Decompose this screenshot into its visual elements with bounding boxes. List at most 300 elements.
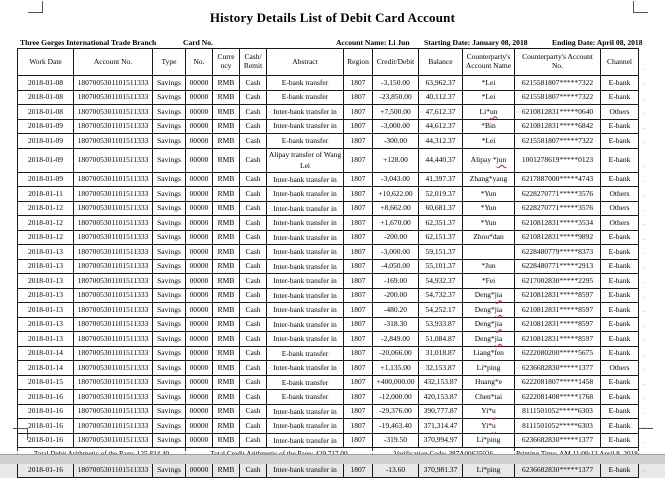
cp-name-text: Zhou*dan (473, 232, 504, 242)
cell-abstract: Inter-bank transfer in (267, 187, 344, 202)
cell-channel: E-bank (601, 134, 639, 149)
cell-currency: RMB (213, 346, 240, 361)
paragraph-mark: · (642, 81, 645, 89)
cell-cp-account-no: 6210812831*****3534 (515, 216, 601, 231)
cell-credit-debit: -19,463.40 (373, 419, 419, 434)
cell-channel: E-bank (601, 76, 639, 91)
cell-account-no: 1807005301101511333 (74, 134, 153, 149)
cell-region: 1807 (344, 433, 373, 448)
paragraph-mark: · (642, 163, 645, 171)
cell-no: 00000 (186, 245, 213, 260)
cell-region: 1807 (344, 375, 373, 390)
table-row (18, 346, 639, 361)
paragraph-mark: · (642, 279, 645, 287)
cell-cp-account-no: 6215581807*****7322 (515, 134, 601, 149)
cell-no: 00000 (186, 134, 213, 149)
cell-work-date: 2018-01-12 (18, 216, 74, 231)
cell-region: 1807 (344, 216, 373, 231)
cell-type: Savings (153, 404, 186, 419)
cell-type: Savings (153, 172, 186, 187)
cp-name-text: Alipay * (470, 155, 497, 164)
cell-cp-account-name (463, 317, 515, 332)
paragraph-mark: · (642, 178, 645, 186)
row-marks (642, 0, 652, 476)
cell-type: Savings (153, 105, 186, 120)
paragraph-mark: · (642, 439, 645, 447)
cell-credit-debit: -300.00 (373, 134, 419, 149)
table-header (18, 49, 639, 76)
cell-currency: RMB (213, 134, 240, 149)
spellcheck-marked-text: un (489, 106, 498, 116)
cell-type: Savings (153, 346, 186, 361)
cell-cp-account-name (463, 105, 515, 120)
cell-cp-account-name (463, 230, 515, 245)
cell-credit-debit: +128.00 (373, 148, 419, 172)
cell-channel: E-bank (601, 90, 639, 105)
cell-no: 00000 (186, 288, 213, 303)
cell-cp-account-no: 6210812831*****0640 (515, 105, 601, 120)
cell-balance: 44,440.37 (419, 148, 463, 172)
cell-region: 1807 (344, 361, 373, 376)
cell-abstract: E-bank transfer (267, 375, 344, 390)
table-row (18, 119, 639, 134)
cell-currency: RMB (213, 375, 240, 390)
cell-currency: RMB (213, 404, 240, 419)
cell-cp-account-name (463, 245, 515, 260)
cell-cp-account-name (463, 288, 515, 303)
cell-cp-account-name (463, 172, 515, 187)
cell-type: Savings (153, 230, 186, 245)
cell-account-no: 1807005301101511333 (74, 201, 153, 216)
cell-channel: Others (601, 187, 639, 202)
cell-cp-account-name (463, 119, 515, 134)
cell-work-date: 2018-01-08 (18, 105, 74, 120)
cell-region: 1807 (344, 332, 373, 347)
spellcheck-marked-text: jia (494, 333, 503, 343)
paragraph-mark: · (642, 294, 645, 302)
cell-region: 1807 (344, 303, 373, 318)
cell-channel: E-bank (601, 404, 639, 419)
cell-cash-remit: Cash (240, 105, 267, 120)
cell-balance: 54,252.17 (419, 303, 463, 318)
cell-balance: 44,612.37 (419, 119, 463, 134)
cell-abstract: Inter-bank transfer in (267, 245, 344, 260)
cell-credit-debit: -2,849.00 (373, 332, 419, 347)
cell-no: 00000 (186, 274, 213, 289)
cell-credit-debit: -318.30 (373, 317, 419, 332)
col-header-balance: Balance (419, 49, 463, 76)
cell-cash-remit: Cash (240, 90, 267, 105)
paragraph-mark: · (642, 139, 645, 147)
cell-balance: 370,981.37 (419, 463, 463, 478)
cell-cp-account-no: 6236682830*****1377 (515, 433, 601, 448)
cell-channel: E-bank (601, 303, 639, 318)
starting-date: Starting Date: January 08, 2018 (424, 38, 528, 47)
ending-date: Ending Date: April 08, 2018 (552, 38, 643, 47)
cell-abstract: Inter-bank transfer in (267, 201, 344, 216)
cell-work-date: 2018-01-13 (18, 303, 74, 318)
cell-cash-remit: Cash (240, 201, 267, 216)
cell-no: 00000 (186, 187, 213, 202)
cell-balance: 32,153.87 (419, 361, 463, 376)
cell-abstract: Alipay transfer of Wang Lei (267, 148, 344, 172)
cell-cp-account-name (463, 375, 515, 390)
cell-balance: 370,994.97 (419, 433, 463, 448)
paragraph-mark: · (642, 250, 645, 258)
cell-account-no: 1807005301101511333 (74, 303, 153, 318)
cell-no: 00000 (186, 216, 213, 231)
cell-work-date: 2018-01-13 (18, 245, 74, 260)
cell-cp-account-no: 6228270771*****3576 (515, 201, 601, 216)
cell-abstract: E-bank transfer (267, 390, 344, 405)
cell-account-no: 1807005301101511333 (74, 230, 153, 245)
cell-region: 1807 (344, 245, 373, 260)
cell-channel: E-bank (601, 259, 639, 274)
cell-account-no: 1807005301101511333 (74, 90, 153, 105)
cell-work-date: 2018-01-13 (18, 317, 74, 332)
account-info-bar (0, 38, 665, 48)
cell-balance: 390,777.87 (419, 404, 463, 419)
table-row (18, 76, 639, 91)
cell-balance: 47,612.37 (419, 105, 463, 120)
cell-work-date: 2018-01-08 (18, 76, 74, 91)
cell-account-no: 1807005301101511333 (74, 119, 153, 134)
cp-name-text: Li*ping (476, 464, 501, 474)
cell-cp-account-name (463, 419, 515, 434)
cell-cp-account-name (463, 332, 515, 347)
paragraph-mark: · (642, 352, 645, 360)
cell-credit-debit: -200.00 (373, 230, 419, 245)
cell-no: 00000 (186, 172, 213, 187)
cell-cp-account-no: 8111501052*****6303 (515, 404, 601, 419)
cell-work-date: 2018-01-09 (18, 119, 74, 134)
table-row (18, 332, 639, 347)
cell-region: 1807 (344, 134, 373, 149)
cell-cp-account-no: 6217887000*****4743 (515, 172, 601, 187)
cell-no: 00000 (186, 119, 213, 134)
account-name: Account Name: Li Jun (336, 38, 410, 47)
cell-cash-remit: Cash (240, 288, 267, 303)
paragraph-mark: · (642, 66, 645, 74)
cell-cp-account-name (463, 148, 515, 172)
cell-region: 1807 (344, 390, 373, 405)
paragraph-mark: · (642, 366, 645, 374)
cell-cash-remit: Cash (240, 230, 267, 245)
cell-cash-remit: Cash (240, 404, 267, 419)
cell-no: 00000 (186, 463, 213, 478)
cell-currency: RMB (213, 317, 240, 332)
cell-region: 1807 (344, 404, 373, 419)
cell-account-no: 1807005301101511333 (74, 216, 153, 231)
cell-abstract: Inter-bank transfer in (267, 419, 344, 434)
cell-type: Savings (153, 245, 186, 260)
table-row (18, 201, 639, 216)
cell-type: Savings (153, 390, 186, 405)
cell-cash-remit: Cash (240, 76, 267, 91)
table-row (18, 172, 639, 187)
cell-balance: 54,732.37 (419, 288, 463, 303)
cell-channel: Others (601, 201, 639, 216)
cell-cash-remit: Cash (240, 303, 267, 318)
paragraph-mark: · (642, 125, 645, 133)
branch-name: Three Gorges International Trade Branch (20, 38, 157, 47)
cell-cash-remit: Cash (240, 463, 267, 478)
cell-abstract: Inter-bank transfer in (267, 259, 344, 274)
cell-abstract: Inter-bank transfer in (267, 288, 344, 303)
cell-cp-account-no: 6217002830*****2295 (515, 274, 601, 289)
cell-credit-debit: -4,050.00 (373, 259, 419, 274)
col-header-cp-account-no: Counterparty's Account No. (515, 49, 601, 76)
spellcheck-marked-text: jun (496, 155, 507, 164)
cell-cp-account-name (463, 463, 515, 478)
cp-name-text: Deng* (474, 319, 495, 329)
cell-abstract: Inter-bank transfer in (267, 463, 344, 478)
table-row (18, 361, 639, 376)
cell-work-date: 2018-01-11 (18, 187, 74, 202)
cell-cash-remit: Cash (240, 332, 267, 347)
cell-account-no: 1807005301101511333 (74, 433, 153, 448)
cell-cp-account-name (463, 390, 515, 405)
cell-currency: RMB (213, 259, 240, 274)
cell-cp-account-no: 8111501052*****6303 (515, 419, 601, 434)
cell-no: 00000 (186, 76, 213, 91)
cp-name-text: *Jun (481, 261, 496, 271)
cell-cp-account-name (463, 259, 515, 274)
cell-cp-account-no: 6210812831*****8597 (515, 288, 601, 303)
paragraph-mark: · (642, 110, 645, 118)
cell-account-no: 1807005301101511333 (74, 346, 153, 361)
cell-account-no: 1807005301101511333 (74, 404, 153, 419)
cell-no: 00000 (186, 404, 213, 419)
cell-channel: E-bank (601, 463, 639, 478)
cell-type: Savings (153, 317, 186, 332)
cell-type: Savings (153, 259, 186, 274)
col-header-no: No. (186, 49, 213, 76)
cell-abstract: Inter-bank transfer in (267, 274, 344, 289)
paragraph-mark: · (642, 265, 645, 273)
cell-credit-debit: +10,622.00 (373, 187, 419, 202)
cell-cash-remit: Cash (240, 259, 267, 274)
cell-credit-debit: +1,670.00 (373, 216, 419, 231)
cell-work-date: 2018-01-12 (18, 201, 74, 216)
cell-credit-debit: -480.20 (373, 303, 419, 318)
table-row (18, 303, 639, 318)
cell-balance: 63,962.37 (419, 76, 463, 91)
cell-no: 00000 (186, 375, 213, 390)
paragraph-mark: · (642, 207, 645, 215)
cell-cp-account-no: 6228270771*****3576 (515, 187, 601, 202)
cell-account-no: 1807005301101511333 (74, 317, 153, 332)
cell-type: Savings (153, 419, 186, 434)
cell-work-date: 2018-01-13 (18, 259, 74, 274)
header-row (18, 49, 639, 76)
cell-channel: E-bank (601, 390, 639, 405)
cell-work-date: 2018-01-09 (18, 148, 74, 172)
cell-work-date: 2018-01-16 (18, 433, 74, 448)
cell-cash-remit: Cash (240, 187, 267, 202)
cell-region: 1807 (344, 105, 373, 120)
cell-credit-debit: -3,150.00 (373, 76, 419, 91)
cell-credit-debit: -23,850.00 (373, 90, 419, 105)
paragraph-mark: · (642, 236, 645, 244)
cell-account-no: 1807005301101511333 (74, 390, 153, 405)
cell-cp-account-name (463, 361, 515, 376)
col-header-region: Region (344, 49, 373, 76)
cell-account-no: 1807005301101511333 (74, 245, 153, 260)
cell-cp-account-name (463, 404, 515, 419)
cell-cp-account-name (463, 216, 515, 231)
cell-cp-account-no: 6210812831*****8597 (515, 332, 601, 347)
cell-work-date: 2018-01-16 (18, 463, 74, 478)
cell-type: Savings (153, 288, 186, 303)
cell-account-no: 1807005301101511333 (74, 375, 153, 390)
cell-channel: E-bank (601, 245, 639, 260)
cell-abstract: Inter-bank transfer in (267, 317, 344, 332)
cell-abstract: Inter-bank transfer in (267, 433, 344, 448)
cell-currency: RMB (213, 148, 240, 172)
cell-no: 00000 (186, 230, 213, 245)
cell-account-no: 1807005301101511333 (74, 105, 153, 120)
cell-region: 1807 (344, 172, 373, 187)
cell-region: 1807 (344, 148, 373, 172)
cell-type: Savings (153, 187, 186, 202)
table-row (18, 105, 639, 120)
cell-currency: RMB (213, 76, 240, 91)
cell-account-no: 1807005301101511333 (74, 274, 153, 289)
cell-cash-remit: Cash (240, 245, 267, 260)
cell-credit-debit: +1,135.00 (373, 361, 419, 376)
cell-cash-remit: Cash (240, 148, 267, 172)
cell-channel: E-bank (601, 346, 639, 361)
cell-cash-remit: Cash (240, 419, 267, 434)
cell-cp-account-name (463, 303, 515, 318)
cell-balance: 41,397.37 (419, 172, 463, 187)
table-row (18, 148, 639, 172)
cp-name-text: Huang*e (474, 377, 503, 387)
table-row (18, 187, 639, 202)
cell-abstract: E-bank transfer (267, 134, 344, 149)
cell-work-date: 2018-01-09 (18, 134, 74, 149)
cell-abstract: Inter-bank transfer in (267, 404, 344, 419)
table-row (18, 390, 639, 405)
table-row (18, 404, 639, 419)
cell-no: 00000 (186, 390, 213, 405)
cell-balance: 62,151.37 (419, 230, 463, 245)
cell-type: Savings (153, 201, 186, 216)
table-row (18, 433, 639, 448)
cell-region: 1807 (344, 259, 373, 274)
cell-no: 00000 (186, 303, 213, 318)
cell-type: Savings (153, 361, 186, 376)
cell-cash-remit: Cash (240, 390, 267, 405)
cell-cp-account-no: 6228480771*****2913 (515, 259, 601, 274)
cp-name-text: *Lei (481, 92, 496, 102)
card-no-label: Card No. (183, 38, 213, 47)
cell-type: Savings (153, 332, 186, 347)
cell-channel: E-bank (601, 332, 639, 347)
cell-cp-account-name (463, 274, 515, 289)
cell-currency: RMB (213, 230, 240, 245)
cell-account-no: 1807005301101511333 (74, 172, 153, 187)
cell-balance: 51,084.87 (419, 332, 463, 347)
cell-cp-account-no: 6236682830*****1377 (515, 361, 601, 376)
cell-no: 00000 (186, 332, 213, 347)
cell-cash-remit: Cash (240, 216, 267, 231)
cell-balance: 44,312.37 (419, 134, 463, 149)
cell-account-no: 1807005301101511333 (74, 288, 153, 303)
cell-credit-debit: +400,000.00 (373, 375, 419, 390)
page-bottom-edge (0, 454, 665, 464)
cell-work-date: 2018-01-12 (18, 230, 74, 245)
paragraph-mark: · (642, 337, 645, 345)
table-row (18, 230, 639, 245)
cp-name-text: *Lei (481, 135, 496, 145)
cell-cash-remit: Cash (240, 119, 267, 134)
cell-abstract: Inter-bank transfer in (267, 303, 344, 318)
cell-region: 1807 (344, 119, 373, 134)
cell-no: 00000 (186, 201, 213, 216)
cell-cash-remit: Cash (240, 433, 267, 448)
cell-no: 00000 (186, 361, 213, 376)
paragraph-mark: · (642, 221, 645, 229)
cell-currency: RMB (213, 390, 240, 405)
cell-cp-account-no: 6210812831*****6842 (515, 119, 601, 134)
cell-no: 00000 (186, 259, 213, 274)
cell-region: 1807 (344, 463, 373, 478)
paragraph-mark: · (642, 410, 645, 418)
cp-name-text: Deng* (474, 333, 495, 343)
cell-region: 1807 (344, 288, 373, 303)
cell-currency: RMB (213, 216, 240, 231)
cell-type: Savings (153, 216, 186, 231)
cell-currency: RMB (213, 303, 240, 318)
cell-cash-remit: Cash (240, 375, 267, 390)
page-title: History Details List of Debit Card Account (209, 10, 456, 25)
cell-work-date: 2018-01-13 (18, 274, 74, 289)
cell-type: Savings (153, 90, 186, 105)
cell-currency: RMB (213, 433, 240, 448)
cell-type: Savings (153, 303, 186, 318)
cell-currency: RMB (213, 274, 240, 289)
cell-balance: 432,153.87 (419, 375, 463, 390)
col-header-work-date: Work Date (18, 49, 74, 76)
cell-type: Savings (153, 433, 186, 448)
cell-no: 00000 (186, 317, 213, 332)
cell-balance: 54,932.37 (419, 274, 463, 289)
cp-name-text: Li* (479, 106, 490, 116)
cp-name-text: Liang*fen (473, 348, 504, 358)
cell-abstract: Inter-bank transfer in (267, 361, 344, 376)
cell-cp-account-no: 6215581807*****7322 (515, 90, 601, 105)
cell-type: Savings (153, 76, 186, 91)
cell-work-date: 2018-01-08 (18, 90, 74, 105)
cell-cp-account-no: 6215581807*****7322 (515, 76, 601, 91)
cell-cp-account-no: 6210812831*****8597 (515, 303, 601, 318)
cell-currency: RMB (213, 90, 240, 105)
cell-credit-debit: +7,500.00 (373, 105, 419, 120)
cell-region: 1807 (344, 90, 373, 105)
cell-abstract: Inter-bank transfer in (267, 332, 344, 347)
cell-credit-debit: -200.00 (373, 288, 419, 303)
cell-credit-debit: -29,376.00 (373, 404, 419, 419)
cell-work-date: 2018-01-16 (18, 390, 74, 405)
paragraph-mark: · (642, 381, 645, 389)
cell-cp-account-name (463, 76, 515, 91)
cell-channel: E-bank (601, 317, 639, 332)
cell-work-date: 2018-01-16 (18, 404, 74, 419)
col-header-channel: Channel (601, 49, 639, 76)
cell-currency: RMB (213, 419, 240, 434)
